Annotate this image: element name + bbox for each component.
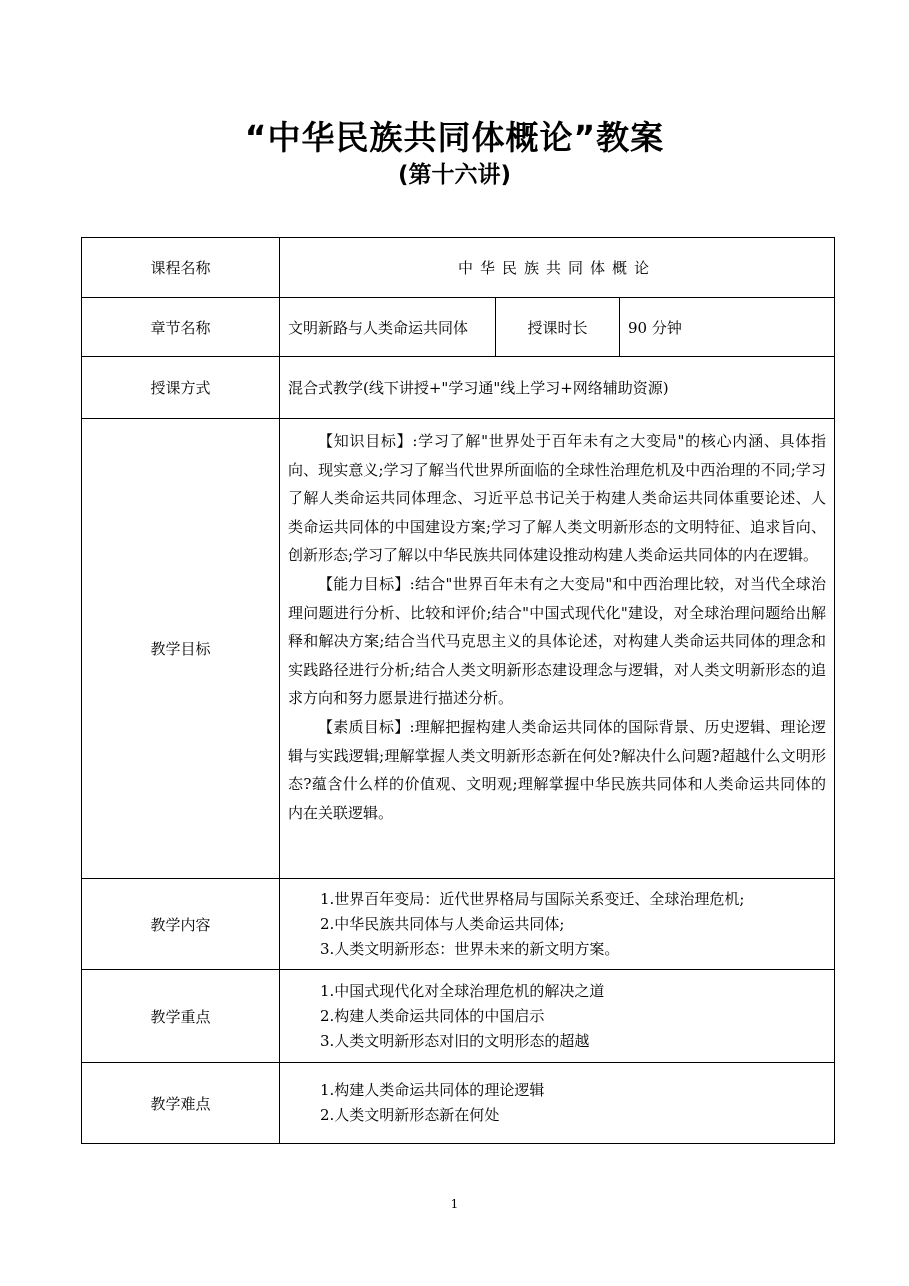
page-number: 1 <box>450 1197 459 1211</box>
list-item: 1.中国式现代化对全球治理危机的解决之道 <box>320 981 605 1000</box>
teaching-method-value: 混合式教学(线下讲授+"学习通"线上学习+网络辅助资源) <box>280 357 835 419</box>
teaching-method-label: 授课方式 <box>82 357 280 419</box>
row-content <box>82 879 835 970</box>
document-subtitle: (第十六讲) <box>397 162 512 188</box>
list-item: 2.人类文明新形态新在何处 <box>320 1106 500 1124</box>
lesson-plan-table <box>81 237 835 1144</box>
teaching-goals-value <box>280 419 835 879</box>
document-title: “中华民族共同体概论”教案 <box>244 118 665 157</box>
teaching-difficulty-label: 教学难点 <box>82 1063 280 1144</box>
teaching-focus-label: 教学重点 <box>82 970 280 1063</box>
teaching-content-label: 教学内容 <box>82 879 280 970</box>
list-item: 3.人类文明新形态：世界未来的新文明方案。 <box>320 939 620 958</box>
row-difficulty <box>82 1063 835 1144</box>
row-method <box>82 357 835 419</box>
row-goals <box>82 419 835 879</box>
course-name-label: 课程名称 <box>82 238 280 298</box>
row-course <box>82 238 835 298</box>
quality-goal-paragraph: 【素质目标】:理解把握构建人类命运共同体的国际背景、历史逻辑、理论逻辑与实践逻辑;理解掌握人类文明新形态新在何处?解决什么问题?超越什么文明形态?蕴含什么样的价值观、文明观;理解掌握中华民族共同体和人类命运共同体的内在关联逻辑。 <box>288 717 827 822</box>
duration-label: 授课时长 <box>496 298 620 357</box>
knowledge-goal-paragraph: 【知识目标】:学习了解"世界处于百年未有之大变局"的核心内涵、具体指向、现实意义;学习了解当代世界所面临的全球性治理危机及中西治理的不同;学习了解人类命运共同体理念、习近平总书记关于构建人类命运共同体重要论述、人类命运共同体的中国建设方案;学习了解人类文明新形态的文明特征、追求旨向、创新形态;学习了解以中华民族共同体建设推动构建人类命运共同体的内在逻辑。 <box>288 432 827 565</box>
teaching-content-list <box>280 879 835 970</box>
row-focus <box>82 970 835 1063</box>
teaching-focus-list <box>280 970 835 1063</box>
ability-goal-paragraph: 【能力目标】:结合"世界百年未有之大变局"和中西治理比较，对当代全球治理问题进行分析、比较和评价;结合"中国式现代化"建设，对全球治理问题给出解释和解决方案;结合当代马克思主义的具体论述，对构建人类命运共同体的理念和实践路径进行分析;结合人类文明新形态建设理念与逻辑，对人类文明新形态的追求方向和努力愿景进行描述分析。 <box>288 574 827 708</box>
chapter-name-label: 章节名称 <box>82 298 280 357</box>
list-item: 2.构建人类命运共同体的中国启示 <box>320 1006 545 1025</box>
teaching-difficulty-list <box>280 1063 835 1144</box>
list-item: 1.世界百年变局：近代世界格局与国际关系变迁、全球治理危机; <box>320 889 745 908</box>
teaching-goals-label: 教学目标 <box>82 419 280 879</box>
course-name-value: 中华民族共同体概论 <box>280 238 835 298</box>
list-item: 1.构建人类命运共同体的理论逻辑 <box>320 1081 545 1099</box>
list-item: 3.人类文明新形态对旧的文明形态的超越 <box>320 1031 590 1050</box>
chapter-name-value: 文明新路与人类命运共同体 <box>280 298 496 357</box>
duration-value: 90 分钟 <box>620 298 835 357</box>
list-item: 2.中华民族共同体与人类命运共同体; <box>320 914 565 933</box>
row-chapter <box>82 298 835 357</box>
